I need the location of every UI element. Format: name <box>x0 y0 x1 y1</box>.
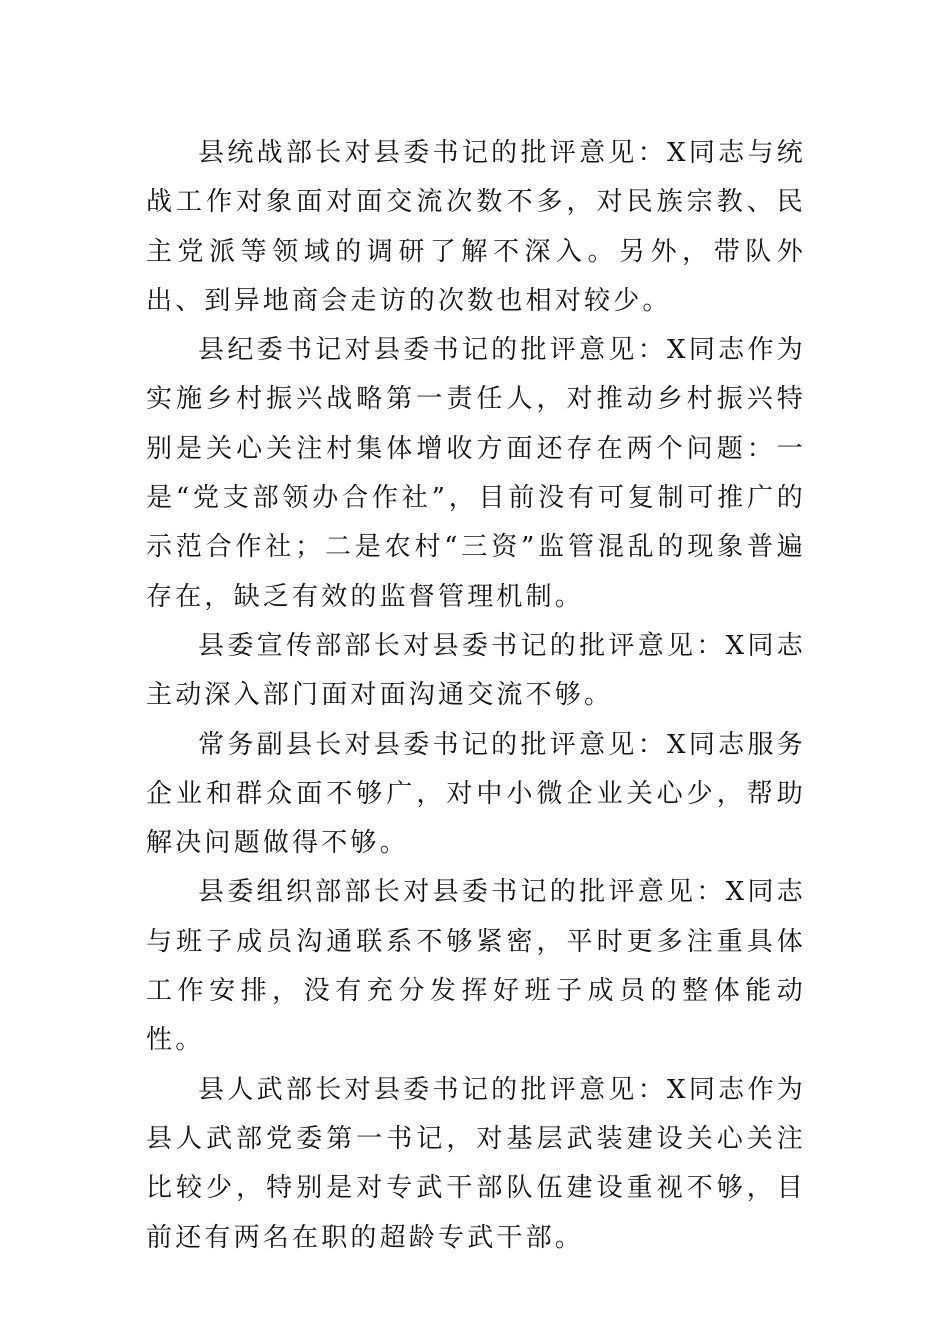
paragraph-organization-department: 县委组织部部长对县委书记的批评意见：X同志与班子成员沟通联系不够紧密，平时更多注重具体工作安排，没有充分发挥好班子成员的整体能动性。 <box>146 877 806 1056</box>
paragraph-discipline-commission: 县纪委书记对县委书记的批评意见：X同志作为实施乡村振兴战略第一责任人，对推动乡村振兴特别是关心关注村集体增收方面还存在两个问题：一是“党支部领办合作社”，目前没有可复制可推广的示范合作社；二是农村“三资”监管混乱的现象普遍存在，缺乏有效的监督管理机制。 <box>146 335 806 612</box>
paragraph-publicity-department: 县委宣传部部长对县委书记的批评意见：X同志主动深入部门面对面沟通交流不够。 <box>146 630 806 711</box>
paragraph-executive-deputy-magistrate: 常务副县长对县委书记的批评意见：X同志服务企业和群众面不够广，对中小微企业关心少，帮助解决问题做得不够。 <box>146 729 806 859</box>
paragraph-united-front: 县统战部长对县委书记的批评意见：X同志与统战工作对象面对面交流次数不多，对民族宗教、民主党派等领域的调研了解不深入。另外，带队外出、到异地商会走访的次数也相对较少。 <box>146 138 806 316</box>
document-body <box>146 129 806 1263</box>
paragraph-armed-forces-department: 县人武部长对县委书记的批评意见：X同志作为县人武部党委第一书记，对基层武装建设关心关注比较少，特别是对专武干部队伍建设重视不够，目前还有两名在职的超龄专武干部。 <box>146 1074 806 1253</box>
